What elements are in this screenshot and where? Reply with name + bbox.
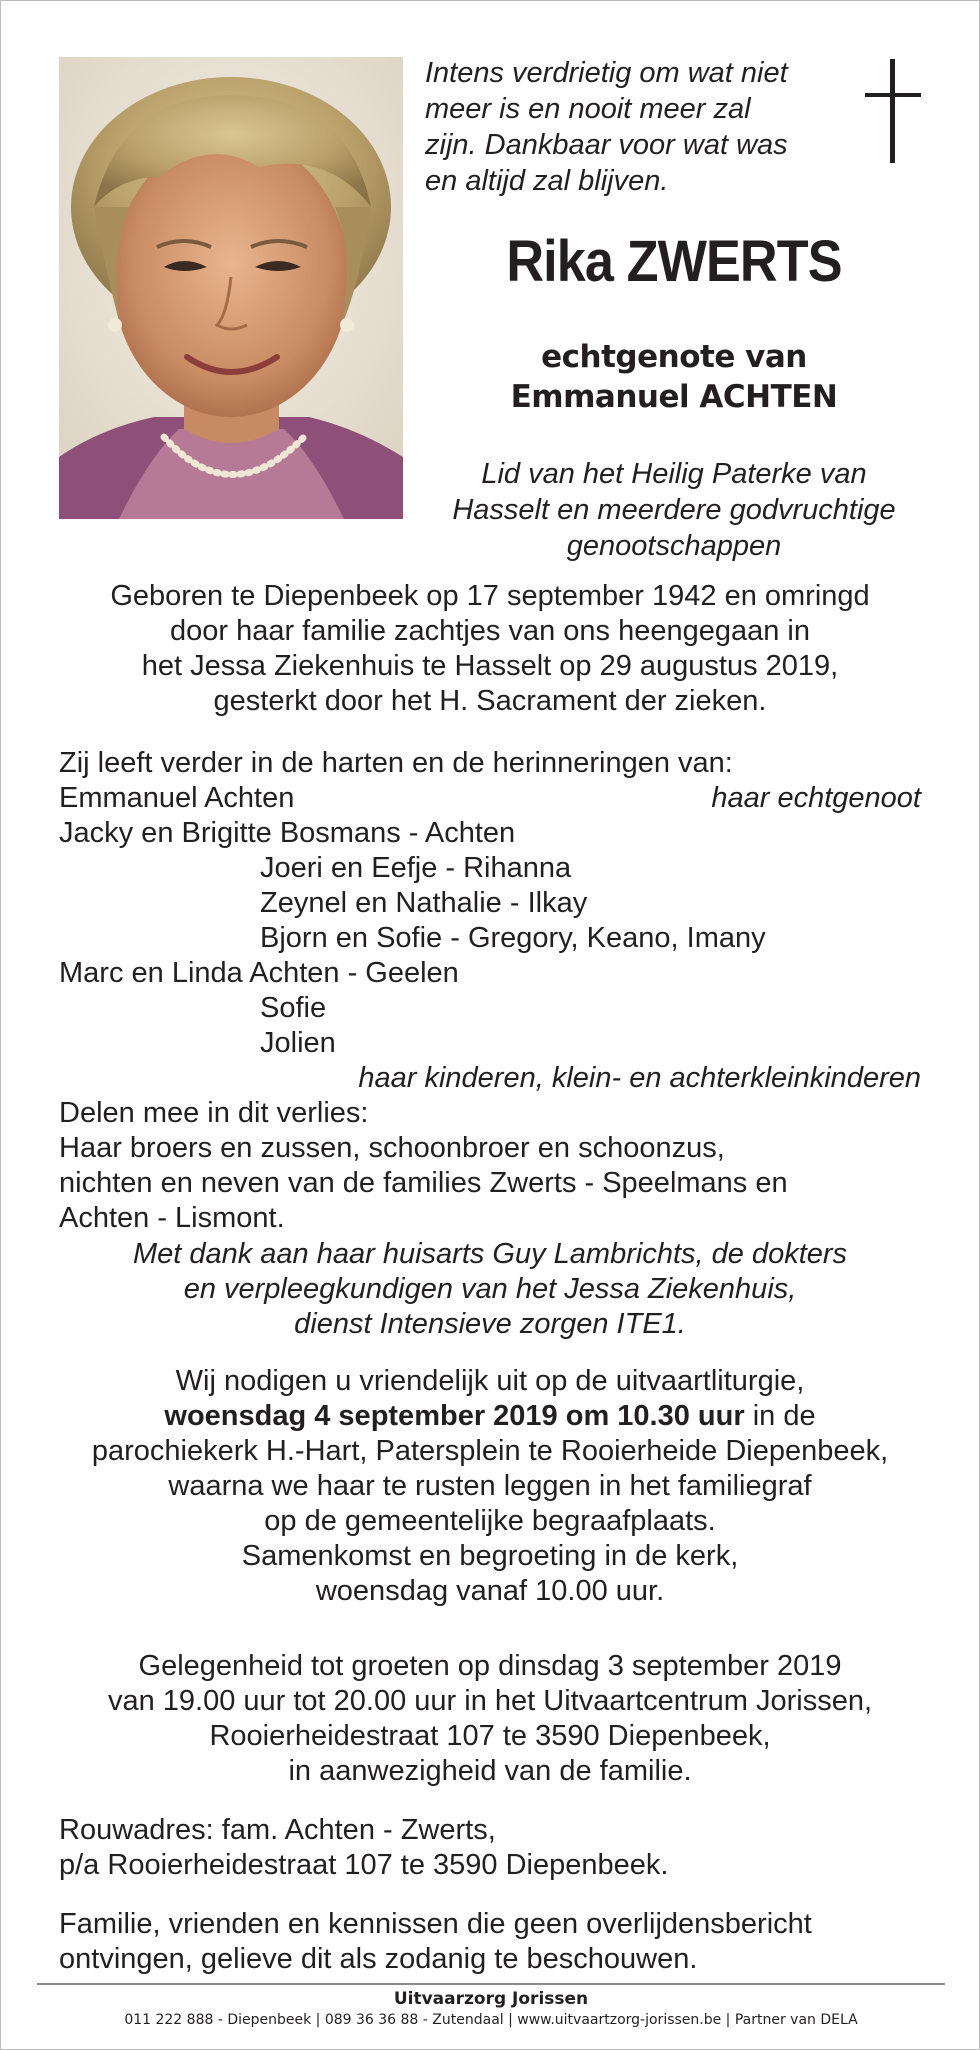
membership-line: genootschappen xyxy=(566,530,782,562)
latin-cross-icon xyxy=(863,59,923,163)
visitation-line: in aanwezigheid van de familie. xyxy=(288,1755,692,1787)
family-line: Marc en Linda Achten - Geelen xyxy=(59,957,459,989)
birth-line: gesterkt door het H. Sacrament der zieken. xyxy=(213,685,767,717)
spouse-info xyxy=(425,337,923,417)
mourning-address xyxy=(59,1813,921,1883)
funeral-home-name: Uitvaarzorg Jorissen xyxy=(393,1989,589,2009)
grandchildren-line: Sofie xyxy=(260,992,327,1024)
quote-line: Intens verdrietig om wat niet xyxy=(425,57,788,89)
funeral-line: Samenkomst en begroeting in de kerk, xyxy=(241,1540,739,1572)
address-line: Rouwadres: fam. Achten - Zwerts, xyxy=(59,1814,496,1846)
quote-line: meer is en nooit meer zal xyxy=(425,93,751,125)
grandchildren-line: Jolien xyxy=(260,1027,336,1059)
grandchildren-line: Bjorn en Sofie - Gregory, Keano, Imany xyxy=(260,922,766,954)
survivors-intro: Zij leeft verder in de harten en de herinneringen van: xyxy=(59,747,733,779)
funeral-info xyxy=(59,1364,921,1609)
thanks-line: dienst Intensieve zorgen ITE1. xyxy=(294,1308,686,1340)
funeral-line: op de gemeentelijke begraafplaats. xyxy=(264,1505,716,1537)
grandchildren-line: Zeynel en Nathalie - Ilkay xyxy=(260,887,588,919)
share-line: Achten - Lismont. xyxy=(59,1202,285,1234)
quote-line: en altijd zal blijven. xyxy=(425,165,669,197)
deceased-name: Rika ZWERTS xyxy=(506,229,842,294)
funeral-date: woensdag 4 september 2019 om 10.30 uur xyxy=(164,1400,745,1432)
birth-line: Geboren te Diepenbeek op 17 september 1942 en omringd xyxy=(110,580,870,612)
thanks-text xyxy=(59,1237,921,1342)
thanks-line: en verpleegkundigen van het Jessa Ziekenhuis, xyxy=(183,1273,797,1305)
children-role: haar kinderen, klein- en achterkleinkinderen xyxy=(358,1062,921,1094)
quote-line: zijn. Dankbaar voor wat was xyxy=(425,129,788,161)
spouse-row xyxy=(59,781,921,816)
funeral-line: parochiekerk H.-Hart, Patersplein te Rooierheide Diepenbeek, xyxy=(91,1435,889,1467)
visitation-info xyxy=(59,1649,921,1789)
share-line: nichten en neven van de families Zwerts - Speelmans en xyxy=(59,1167,788,1199)
funeral-line: waarna we haar te rusten leggen in het familiegraf xyxy=(168,1470,812,1502)
portrait-photo xyxy=(59,57,403,519)
spouse-row-name: Emmanuel Achten xyxy=(59,782,295,814)
share-line: Haar broers en zussen, schoonbroer en schoonzus, xyxy=(59,1132,725,1164)
membership-line: Hasselt en meerdere godvruchtige xyxy=(452,494,896,526)
memorial-quote xyxy=(425,55,855,199)
notice-line: Familie, vrienden en kennissen die geen overlijdensbericht xyxy=(59,1908,812,1940)
membership-text xyxy=(425,456,923,564)
funeral-line: Wij nodigen u vriendelijk uit op de uitvaartliturgie, xyxy=(175,1365,805,1397)
survivors-section xyxy=(59,746,921,1236)
portrait-illustration xyxy=(59,57,403,519)
funeral-line: woensdag vanaf 10.00 uur. xyxy=(315,1575,665,1607)
grandchildren-line: Joeri en Eefje - Rihanna xyxy=(260,852,572,884)
share-intro: Delen mee in dit verlies: xyxy=(59,1097,369,1129)
thanks-line: Met dank aan haar huisarts Guy Lambrichts, de dokters xyxy=(132,1238,848,1270)
birth-death-info xyxy=(59,579,921,719)
birth-line: door haar familie zachtjes van ons heengegaan in xyxy=(169,615,811,647)
birth-line: het Jessa Ziekenhuis te Hasselt op 29 augustus 2019, xyxy=(141,650,839,682)
notice-text xyxy=(59,1907,921,1977)
footer-divider xyxy=(37,1983,945,1985)
visitation-line: Rooierheidestraat 107 te 3590 Diepenbeek, xyxy=(209,1720,771,1752)
spouse-name: Emmanuel ACHTEN xyxy=(510,379,838,415)
visitation-line: van 19.00 uur tot 20.00 uur in het Uitvaartcentrum Jorissen, xyxy=(107,1685,873,1717)
notice-line: ontvingen, gelieve dit als zodanig te beschouwen. xyxy=(59,1943,698,1975)
visitation-line: Gelegenheid tot groeten op dinsdag 3 september 2019 xyxy=(138,1650,842,1682)
funeral-home-contact: 011 222 888 - Diepenbeek | 089 36 36 88 - Zutendaal | www.uitvaartzorg-jorissen.be | Partner van DELA xyxy=(124,2012,858,2028)
family-line: Jacky en Brigitte Bosmans - Achten xyxy=(59,817,516,849)
funeral-date-line xyxy=(59,1399,921,1434)
address-line: p/a Rooierheidestraat 107 te 3590 Diepenbeek. xyxy=(59,1849,669,1881)
spouse-row-role: haar echtgenoot xyxy=(711,782,921,814)
funeral-date-rest: in de xyxy=(744,1400,816,1432)
spouse-relation: echtgenote van xyxy=(541,339,807,375)
membership-line: Lid van het Heilig Paterke van xyxy=(481,458,867,490)
